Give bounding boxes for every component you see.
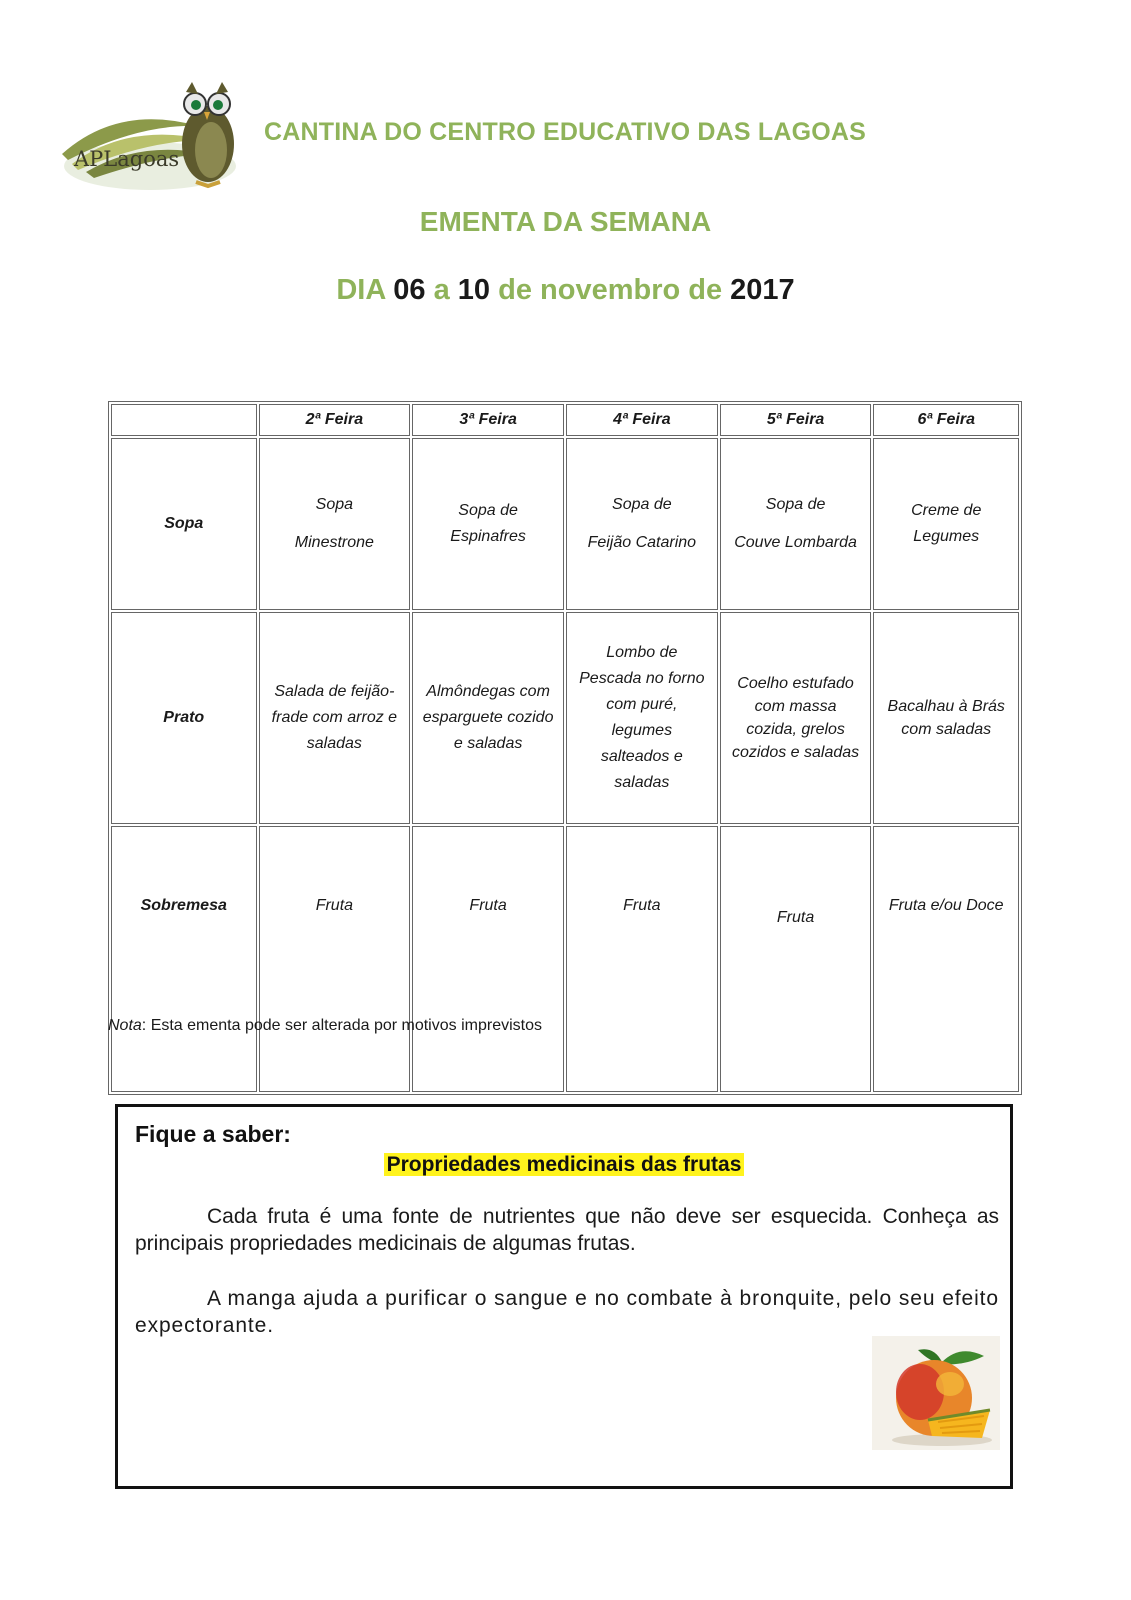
cell-line: Legumes (913, 528, 980, 545)
logo-text: APLagoas (74, 147, 180, 171)
cell-line: Almôndegas com (426, 683, 550, 700)
row-label-sopa: Sopa (111, 438, 257, 610)
cell-line: saladas (306, 735, 362, 752)
menu-row-prato (111, 612, 1019, 824)
info-paragraph-1: Cada fruta é uma fonte de nutrientes que não deve ser esquecida. Conheça as principais propriedades medicinais de algumas frutas. (135, 1205, 999, 1255)
menu-cell: Fruta (259, 826, 411, 1092)
menu-row-sopa (111, 438, 1019, 610)
cell-line: saladas (614, 774, 670, 791)
date-end: 10 (457, 274, 491, 306)
menu-cell: Fruta (412, 826, 564, 1092)
row-label-sobremesa: Sobremesa (111, 826, 257, 1092)
cell-line: Lombo de (606, 644, 678, 661)
aplagoas-logo (58, 74, 248, 194)
info-heading: Fique a saber: (135, 1121, 291, 1147)
note-label: Nota (108, 1017, 142, 1034)
cell-line: Bacalhau à Brás (887, 698, 1005, 715)
cell-line: com massa (754, 698, 837, 715)
day-header: 4ª Feira (566, 404, 718, 436)
mango-image (872, 1336, 1000, 1450)
menu-cell: Fruta (720, 826, 872, 1092)
cell-line: Sopa de (458, 502, 518, 519)
cell-line: Salada de feijão- (274, 683, 395, 700)
menu-cell (566, 612, 718, 824)
cell-line: Minestrone (294, 534, 374, 551)
menu-table (108, 401, 1022, 1095)
date-start: 06 (393, 274, 426, 306)
date-line (0, 274, 1131, 307)
menu-row-sobremesa (111, 826, 1019, 1092)
day-header: 6ª Feira (873, 404, 1019, 436)
menu-cell (566, 438, 718, 610)
cell-line: Feijão Catarino (587, 534, 697, 551)
menu-cell (720, 438, 872, 610)
day-header: 5ª Feira (720, 404, 872, 436)
cell-line: e saladas (453, 735, 523, 752)
menu-cell: Fruta (566, 826, 718, 1092)
cell-line: salteados e (600, 748, 683, 765)
info-subtitle-wrap (118, 1153, 1010, 1177)
school-title: CANTINA DO CENTRO EDUCATIVO DAS LAGOAS (264, 118, 867, 146)
menu-note (108, 1017, 542, 1035)
cell-line: com saladas (901, 721, 992, 738)
row-label-prato: Prato (111, 612, 257, 824)
cell-line: esparguete cozido (422, 709, 554, 726)
menu-cell: Fruta e/ou Doce (873, 826, 1019, 1092)
cell-line: legumes (611, 722, 673, 739)
cell-line: Creme de (911, 502, 982, 519)
note-text: : Esta ementa pode ser alterada por motivos imprevistos (141, 1017, 542, 1034)
info-paragraph-2: A manga ajuda a purificar o sangue e no combate à bronquite, pelo seu efeito expectorante. (135, 1287, 999, 1337)
date-a: a (433, 274, 450, 306)
cell-line: Sopa (315, 496, 354, 513)
date-mid: de novembro de (498, 274, 723, 306)
date-dia: DIA (336, 274, 386, 306)
cell-line: Coelho estufado (737, 675, 854, 692)
menu-cell (873, 612, 1019, 824)
header-empty-cell (111, 404, 257, 436)
cell-line: Espinafres (450, 528, 526, 545)
info-subtitle: Propriedades medicinais das frutas (384, 1153, 745, 1176)
cell-line: frade com arroz e (271, 709, 398, 726)
cell-line: Sopa de (765, 496, 826, 513)
day-header: 2ª Feira (259, 404, 411, 436)
menu-cell (259, 438, 411, 610)
menu-cell (720, 612, 872, 824)
menu-header-row (111, 404, 1019, 436)
date-year: 2017 (730, 274, 795, 306)
cell-line: com puré, (606, 696, 678, 713)
menu-cell (412, 612, 564, 824)
menu-cell (412, 438, 564, 610)
info-box (115, 1104, 1013, 1489)
menu-cell (873, 438, 1019, 610)
cell-line: Sopa de (612, 496, 672, 513)
day-header: 3ª Feira (412, 404, 564, 436)
menu-cell (259, 612, 411, 824)
cell-line: cozidos e saladas (731, 744, 860, 761)
week-title: EMENTA DA SEMANA (419, 206, 712, 237)
cell-line: Couve Lombarda (734, 534, 857, 551)
cell-line: cozida, grelos (746, 721, 845, 738)
cell-line: Pescada no forno (579, 670, 705, 687)
